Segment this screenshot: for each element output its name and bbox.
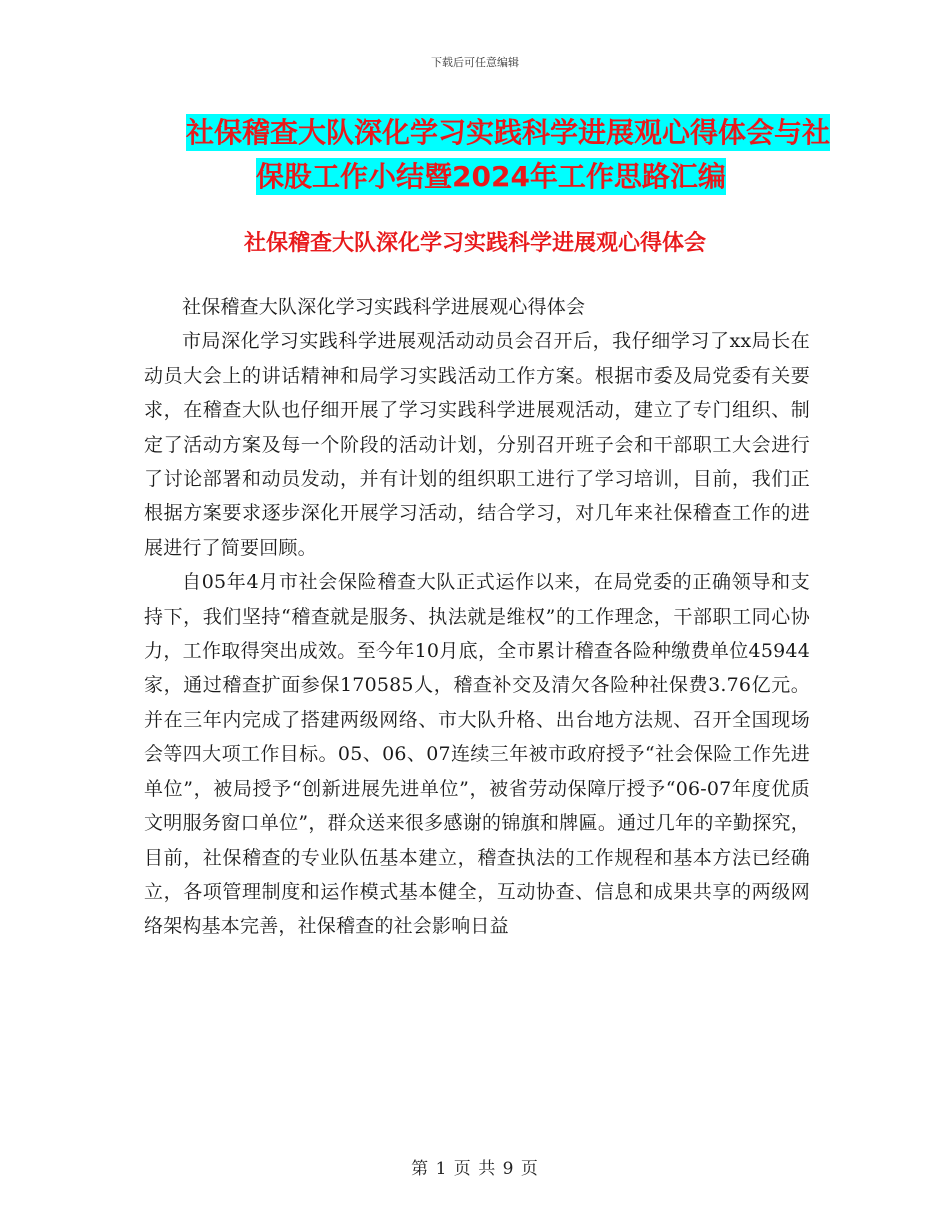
document-title-text-2: 保股工作小结暨2024年工作思路汇编: [256, 160, 726, 193]
paragraph-2: 市局深化学习实践科学进展观活动动员会召开后，我仔细学习了xx局长在动员大会上的讲话精神和局学习实践活动工作方案。根据市委及局党委有关要求，在稽查大队也仔细开展了学习实践科学进展观活动，建立了专门组织、制定了活动方案及每一个阶段的活动计划，分别召开班子会和干部职工大会进行了讨论部署和动员发动，并有计划的组织职工进行了学习培训，目前，我们正根据方案要求逐步深化开展学习活动，结合学习，对几年来社保稽查工作的进展进行了简要回顾。: [144, 330, 810, 559]
document-title-line-1: [0, 110, 950, 156]
document-title-line-2: [0, 154, 950, 200]
header-note: 下载后可任意编辑: [431, 56, 519, 69]
paragraph-3: 自05年4月市社会保险稽查大队正式运作以来，在局党委的正确领导和支持下，我们坚持“稽查就是服务、执法就是维权”的工作理念，干部职工同心协力，工作取得突出成效。至今年10月底，全市累计稽查各险种缴费单位45944家，通过稽查扩面参保170585人，稽查补交及清欠各险种社保费3.76亿元。并在三年内完成了搭建两级网络、市大队升格、出台地方法规、召开全国现场会等四大项工作目标。05、06、07连续三年被市政府授予“社会保险工作先进单位”，被局授予“创新进展先进单位”，被省劳动保障厅授予“06-07年度优质文明服务窗口单位”，群众送来很多感谢的锦旗和牌匾。通过几年的辛勤探究，目前，社保稽查的专业队伍基本建立，稽查执法的工作规程和基本方法已经确立，各项管理制度和运作模式基本健全，互动协查、信息和成果共享的两级网络架构基本完善，社保稽查的社会影响日益: [144, 571, 810, 938]
document-title-text-1: 社保稽查大队深化学习实践科学进展观心得体会与社: [186, 116, 831, 149]
paragraph-1: 社保稽查大队深化学习实践科学进展观心得体会: [182, 296, 586, 318]
document-body: [144, 290, 810, 944]
section-title: 社保稽查大队深化学习实践科学进展观心得体会: [243, 231, 706, 256]
page-footer: 第 1 页 共 9 页: [411, 1159, 539, 1179]
